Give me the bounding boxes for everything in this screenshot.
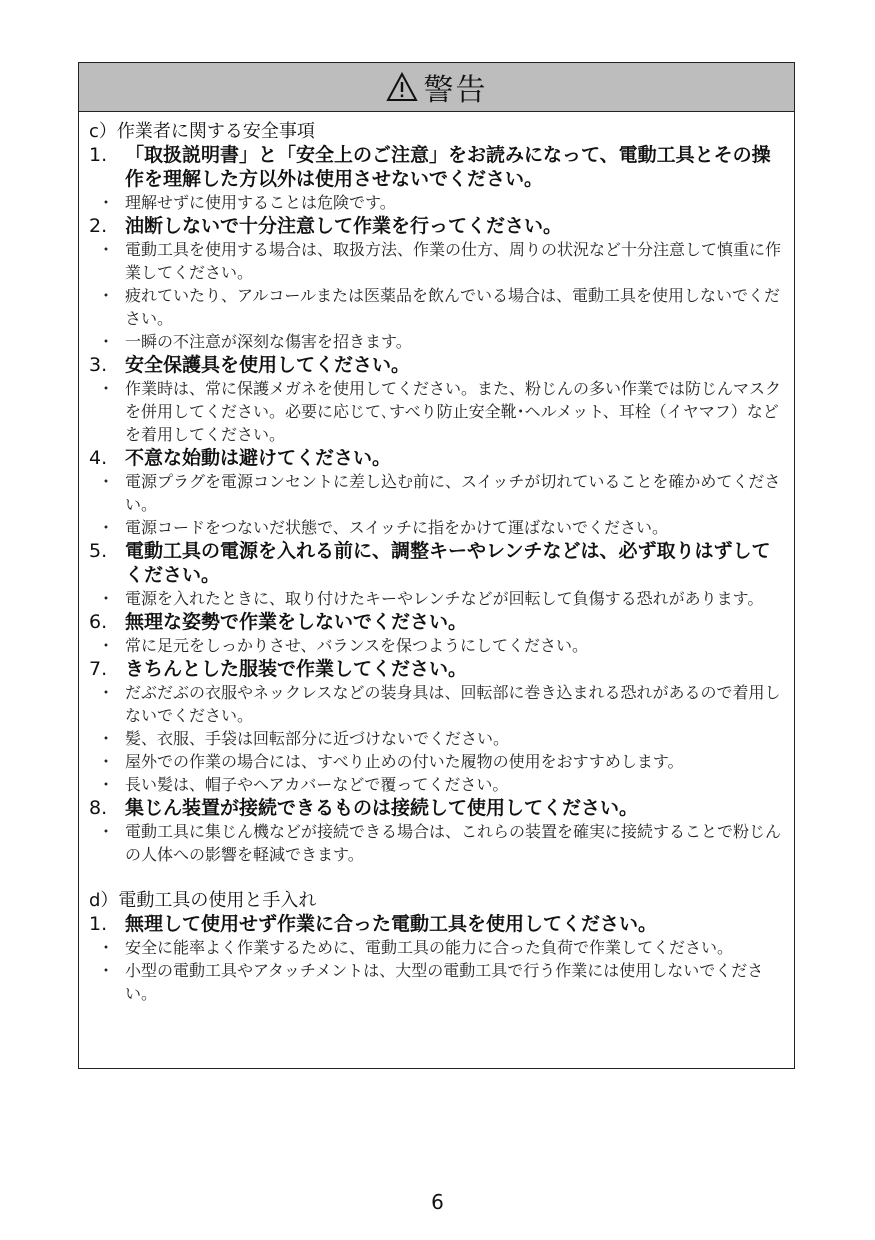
bullet-text: 安全に能率よく作業するために、電動工具の能力に合った負荷で作業してください。 [125, 938, 734, 957]
bullet-text: 電源を入れたときに、取り付けたキーやレンチなどが回転して負傷する恐れがあります。 [125, 589, 764, 608]
item-text: 「取扱説明書」と「安全上のご注意」をお読みになって、電動工具とその操作を理解した方以外は使用させないでください。 [125, 144, 771, 190]
warning-header [79, 63, 794, 112]
bullet-item [89, 773, 784, 796]
bullet-text: 髪、衣服、手袋は回転部分に近づけないでください。 [125, 729, 510, 748]
numbered-item [89, 657, 784, 681]
bullet-item [89, 936, 784, 959]
item-text: 電動工具の電源を入れる前に、調整キーやレンチなどは、必ず取りはずしてください。 [125, 540, 771, 586]
bullet-dot: ・ [98, 683, 115, 702]
bullet-item [89, 284, 784, 330]
bullet-dot: ・ [98, 961, 115, 980]
bullet-text: 電源コードをつないだ状態で、スイッチに指をかけて運ばないでください。 [125, 518, 669, 537]
section-heading: c）作業者に関する安全事項 [89, 121, 315, 142]
item-number: 6. [89, 611, 108, 633]
item-text: 油断しないで十分注意して作業を行ってください。 [125, 215, 563, 237]
bullet-dot: ・ [98, 822, 115, 841]
bullet-dot: ・ [98, 775, 115, 794]
bullet-dot: ・ [98, 379, 115, 398]
bullet-dot: ・ [98, 636, 115, 655]
page-number: 6 [431, 1190, 444, 1214]
bullet-item [89, 750, 784, 773]
item-text: 無理して使用せず作業に合った電動工具を使用してください。 [125, 913, 658, 935]
bullet-item [89, 681, 784, 727]
bullet-item [89, 377, 784, 446]
warning-title: 警告 [423, 73, 488, 108]
item-number: 1. [89, 144, 108, 166]
section-heading: d）電動工具の使用と手入れ [89, 890, 317, 911]
item-text: 集じん装置が接続できるものは接続して使用してください。 [125, 797, 639, 819]
bullet-item [89, 191, 784, 214]
item-text: 無理な姿勢で作業をしないでください。 [125, 611, 468, 633]
bullet-text: 屋外での作業の場合には、すべり止めの付いた履物の使用をおすすめします。 [125, 752, 684, 771]
bullet-text: 電動工具を使用する場合は、取扱方法、作業の仕方、周りの状況など十分注意して慎重に作業してください。 [125, 240, 782, 282]
bullet-text: 疲れていたり、アルコールまたは医薬品を飲んでいる場合は、電動工具を使用しないでください。 [125, 286, 781, 328]
numbered-item [89, 912, 784, 936]
bullet-dot: ・ [98, 752, 115, 771]
bullet-item [89, 238, 784, 284]
bullet-item [89, 727, 784, 750]
bullet-text: 小型の電動工具やアタッチメントは、大型の電動工具で行う作業には使用しないでください。 [125, 961, 764, 1003]
numbered-item [89, 539, 784, 587]
bullet-dot: ・ [98, 472, 115, 491]
numbered-item [89, 610, 784, 634]
warning-box [78, 62, 795, 1069]
numbered-item [89, 446, 784, 470]
bullet-dot: ・ [98, 729, 115, 748]
item-number: 5. [89, 540, 108, 562]
bullet-dot: ・ [98, 589, 115, 608]
bullet-text: 電源プラグを電源コンセントに差し込む前に、スイッチが切れていることを確かめてください。 [125, 472, 781, 514]
numbered-item [89, 353, 784, 377]
bullet-dot: ・ [98, 240, 115, 259]
bullet-text: 電動工具に集じん機などが接続できる場合は、これらの装置を確実に接続することで粉じんの人体への影響を軽減できます。 [125, 822, 782, 864]
item-number: 2. [89, 215, 108, 237]
item-number: 4. [89, 447, 108, 469]
bullet-text: 作業時は、常に保護メガネを使用してください。また、粉じんの多い作業では防じんマスクを併用してください。必要に応じて､すべり防止安全靴･ヘルメット、耳栓（イヤマフ）などを着用してください。 [125, 379, 782, 444]
bullet-item [89, 634, 784, 657]
numbered-item [89, 796, 784, 820]
item-number: 7. [89, 658, 108, 680]
item-text: 不意な始動は避けてください。 [125, 447, 392, 469]
bullet-text: 常に足元をしっかりさせ、バランスを保つようにしてください。 [125, 636, 589, 655]
bullet-dot: ・ [98, 938, 115, 957]
bullet-dot: ・ [98, 518, 115, 537]
bullet-item [89, 959, 784, 1005]
bullet-dot: ・ [98, 332, 115, 351]
bullet-text: 理解せずに使用することは危険です。 [125, 193, 396, 212]
item-text: きちんとした服装で作業してください。 [125, 658, 468, 680]
bullet-item [89, 330, 784, 353]
bullet-dot: ・ [98, 193, 115, 212]
bullet-text: だぶだぶの衣服やネックレスなどの装身具は、回転部に巻き込まれる恐れがあるので着用しないでください。 [125, 683, 781, 725]
bullet-item [89, 587, 784, 610]
item-number: 1. [89, 913, 108, 935]
warning-content [79, 112, 794, 1005]
numbered-item [89, 143, 784, 191]
numbered-item [89, 214, 784, 238]
bullet-dot: ・ [98, 286, 115, 305]
item-text: 安全保護具を使用してください。 [125, 354, 411, 376]
warning-triangle-icon [386, 72, 418, 102]
bullet-item [89, 516, 784, 539]
bullet-text: 長い髪は、帽子やヘアカバーなどで覆ってください。 [125, 775, 509, 794]
bullet-text: 一瞬の不注意が深刻な傷害を招きます。 [125, 332, 412, 351]
bullet-item [89, 470, 784, 516]
item-number: 3. [89, 354, 108, 376]
item-number: 8. [89, 797, 108, 819]
bullet-item [89, 820, 784, 866]
